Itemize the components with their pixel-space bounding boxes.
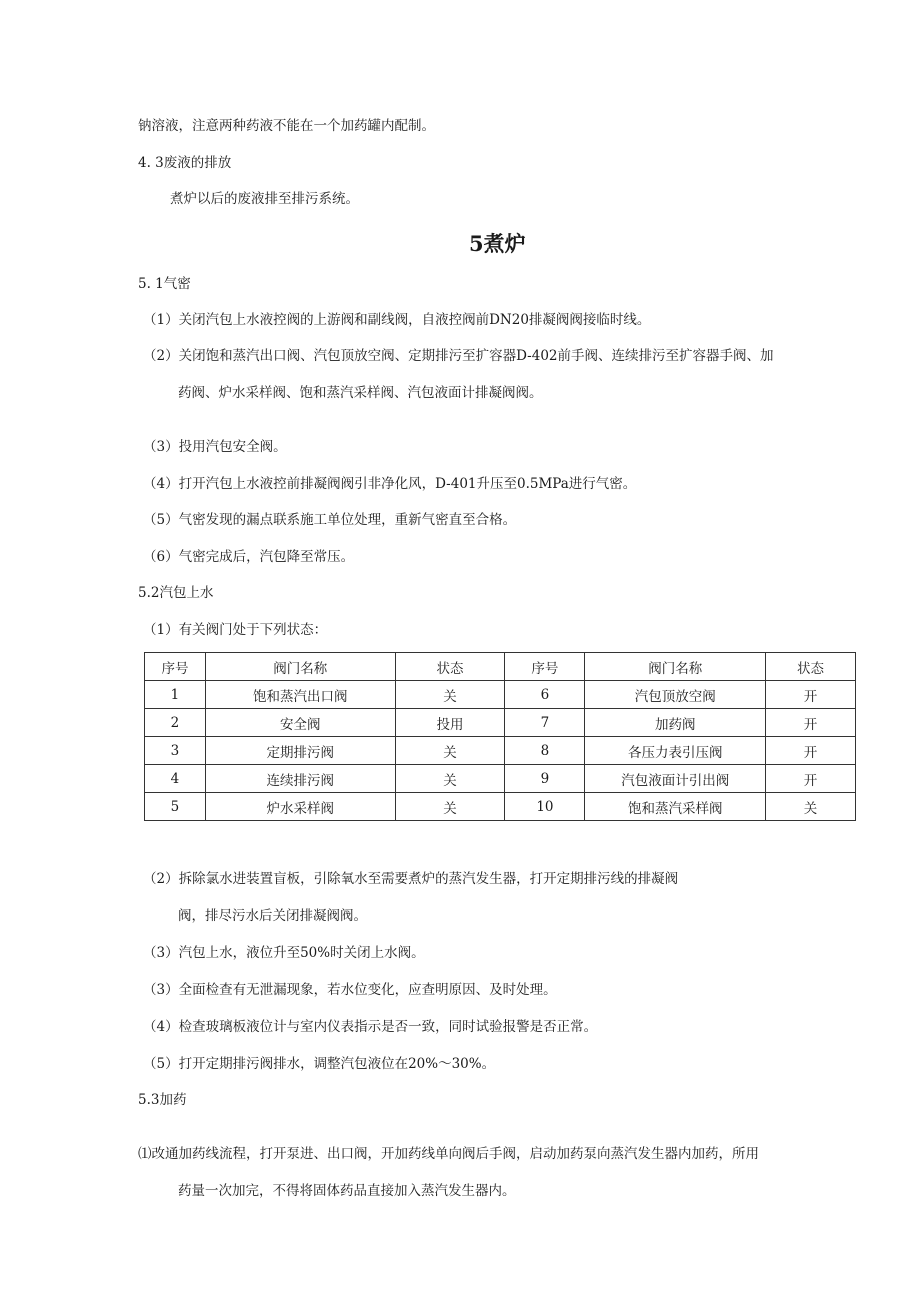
list-item: （3）全面检查有无泄漏现象，若水位变化，应查明原因、及时处理。: [143, 982, 557, 998]
text-line: 钠溶液，注意两种药液不能在一个加药罐内配制。: [138, 118, 435, 134]
table-row: [145, 765, 856, 793]
table-cell: 关: [395, 793, 505, 821]
table-cell: 开: [766, 681, 856, 709]
table-cell: 开: [766, 765, 856, 793]
table-cell: 开: [766, 737, 856, 765]
table-cell: 加药阀: [585, 709, 766, 737]
table-cell: 炉水采样阀: [205, 793, 395, 821]
table-cell: 10: [505, 793, 585, 821]
header-cell: 状态: [395, 653, 505, 681]
table-cell: 关: [395, 681, 505, 709]
list-item: （2）拆除氯水进装置盲板，引除氧水至需要煮炉的蒸汽发生器，打开定期排污线的排凝阀: [143, 871, 679, 887]
table-cell: 饱和蒸汽采样阀: [585, 793, 766, 821]
table-cell: 5: [145, 793, 206, 821]
list-item: （1）关闭汽包上水液控阀的上游阀和副线阀，自液控阀前DN20排凝阀阀接临时线。: [143, 312, 651, 328]
table-cell: 关: [395, 737, 505, 765]
section-title: 4. 3废液的排放: [138, 155, 232, 171]
list-item: （3）汽包上水，液位升至50%时关闭上水阀。: [143, 945, 425, 961]
list-item: （3）投用汽包安全阀。: [143, 439, 287, 455]
text-line: 煮炉以后的废液排至排污系统。: [170, 191, 359, 207]
table-header-row: [145, 653, 856, 681]
table-cell: 投用: [395, 709, 505, 737]
header-cell: 序号: [145, 653, 206, 681]
list-item: （5）打开定期排污阀排水，调整汽包液位在20%～30%。: [143, 1056, 496, 1072]
valve-status-table: [144, 652, 856, 821]
table-cell: 2: [145, 709, 206, 737]
table-cell: 汽包顶放空阀: [585, 681, 766, 709]
table-cell: 6: [505, 681, 585, 709]
table-cell: 连续排污阀: [205, 765, 395, 793]
list-item: （2）关闭饱和蒸汽出口阀、汽包顶放空阀、定期排污至扩容器D-402前手阀、连续排污至扩容器手阀、加: [143, 348, 774, 364]
list-item: （1）有关阀门处于下列状态：: [143, 622, 328, 638]
table-row: [145, 681, 856, 709]
table-cell: 定期排污阀: [205, 737, 395, 765]
table-cell: 8: [505, 737, 585, 765]
table-cell: 安全阀: [205, 709, 395, 737]
list-item: （6）气密完成后，汽包降至常压。: [143, 549, 355, 565]
table-cell: 4: [145, 765, 206, 793]
table-cell: 关: [395, 765, 505, 793]
table-cell: 饱和蒸汽出口阀: [205, 681, 395, 709]
section-title: 5.3加药: [138, 1092, 187, 1108]
table-cell: 开: [766, 709, 856, 737]
table-cell: 1: [145, 681, 206, 709]
table-cell: 关: [766, 793, 856, 821]
section-title: 5. 1气密: [138, 276, 191, 292]
list-item: （5）气密发现的漏点联系施工单位处理，重新气密直至合格。: [143, 512, 517, 528]
header-cell: 阀门名称: [585, 653, 766, 681]
table-cell: 9: [505, 765, 585, 793]
list-item-continuation: 药量一次加完，不得将固体药品直接加入蒸汽发生器内。: [178, 1183, 516, 1199]
list-item: （4）打开汽包上水液控前排凝阀阀引非净化风，D-401升压至0.5MPa进行气密。: [143, 476, 637, 492]
header-cell: 序号: [505, 653, 585, 681]
header-cell: 阀门名称: [205, 653, 395, 681]
table-cell: 各压力表引压阀: [585, 737, 766, 765]
header-cell: 状态: [766, 653, 856, 681]
table-cell: 汽包液面计引出阀: [585, 765, 766, 793]
table-row: [145, 737, 856, 765]
table-cell: 7: [505, 709, 585, 737]
list-item-continuation: 阀，排尽污水后关闭排凝阀阀。: [178, 908, 367, 924]
chapter-heading: 5煮炉: [469, 231, 526, 256]
section-title: 5.2汽包上水: [138, 585, 214, 601]
table-row: [145, 709, 856, 737]
list-item: ⑴改通加药线流程，打开泵进、出口阀，开加药线单向阀后手阀，启动加药泵向蒸汽发生器内加药，所用: [138, 1146, 759, 1162]
table-cell: 3: [145, 737, 206, 765]
list-item: （4）检查玻璃板液位计与室内仪表指示是否一致，同时试验报警是否正常。: [143, 1019, 598, 1035]
table-row: [145, 793, 856, 821]
list-item-continuation: 药阀、炉水采样阀、饱和蒸汽采样阀、汽包液面计排凝阀阀。: [178, 385, 543, 401]
